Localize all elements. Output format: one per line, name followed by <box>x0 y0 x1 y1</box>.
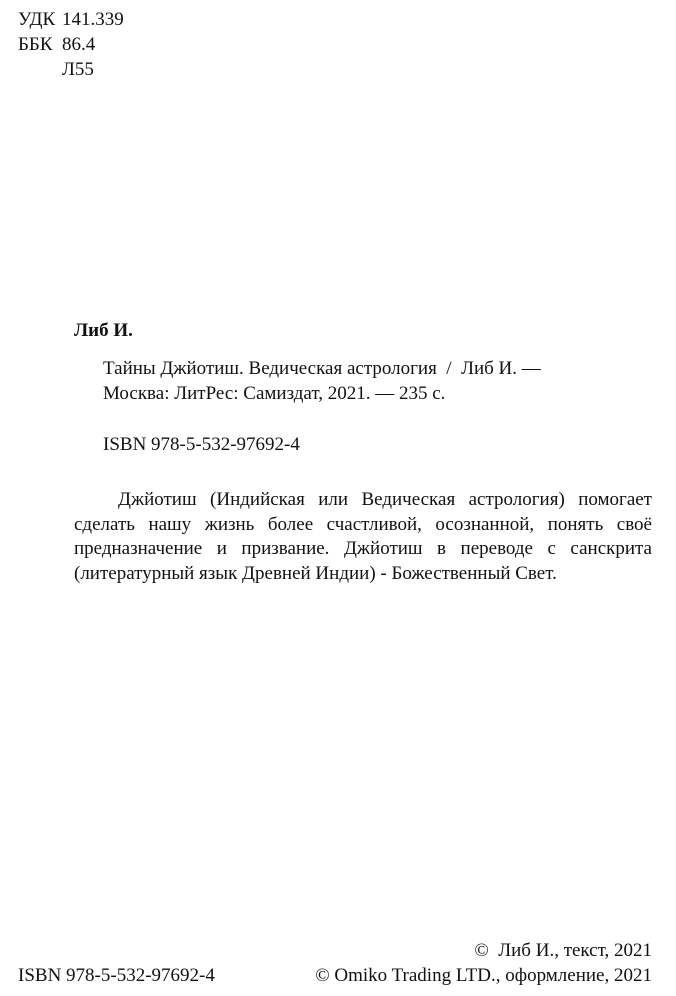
author-mark: Л55 <box>62 59 94 80</box>
bbk-label: ББК <box>18 34 53 55</box>
annotation: Джйотиш (Индийская или Ведическая астрология) помогает сделать нашу жизнь более счастливой, осознанной, понять своё предназначение и призвание. Джйотиш в переводе с санскрита (литературный язык Древней Индии) - Божественный Свет. <box>74 489 652 584</box>
isbn-main: ISBN 978-5-532-97692-4 <box>103 434 300 455</box>
footer-isbn: ISBN 978-5-532-97692-4 <box>18 965 215 986</box>
bbk-value: 86.4 <box>62 34 96 55</box>
udk-value: 141.339 <box>62 9 124 30</box>
author-heading: Либ И. <box>74 320 133 341</box>
title-line: Тайны Джйотиш. Ведическая астрология / Либ И. — <box>103 358 541 379</box>
udk-label: УДК <box>18 9 56 30</box>
copyright-design: © Omiko Trading LTD., оформление, 2021 <box>315 965 652 986</box>
copyright-text: © Либ И., текст, 2021 <box>474 940 652 961</box>
publication-line: Москва: ЛитРес: Самиздат, 2021. — 235 с. <box>103 383 446 404</box>
